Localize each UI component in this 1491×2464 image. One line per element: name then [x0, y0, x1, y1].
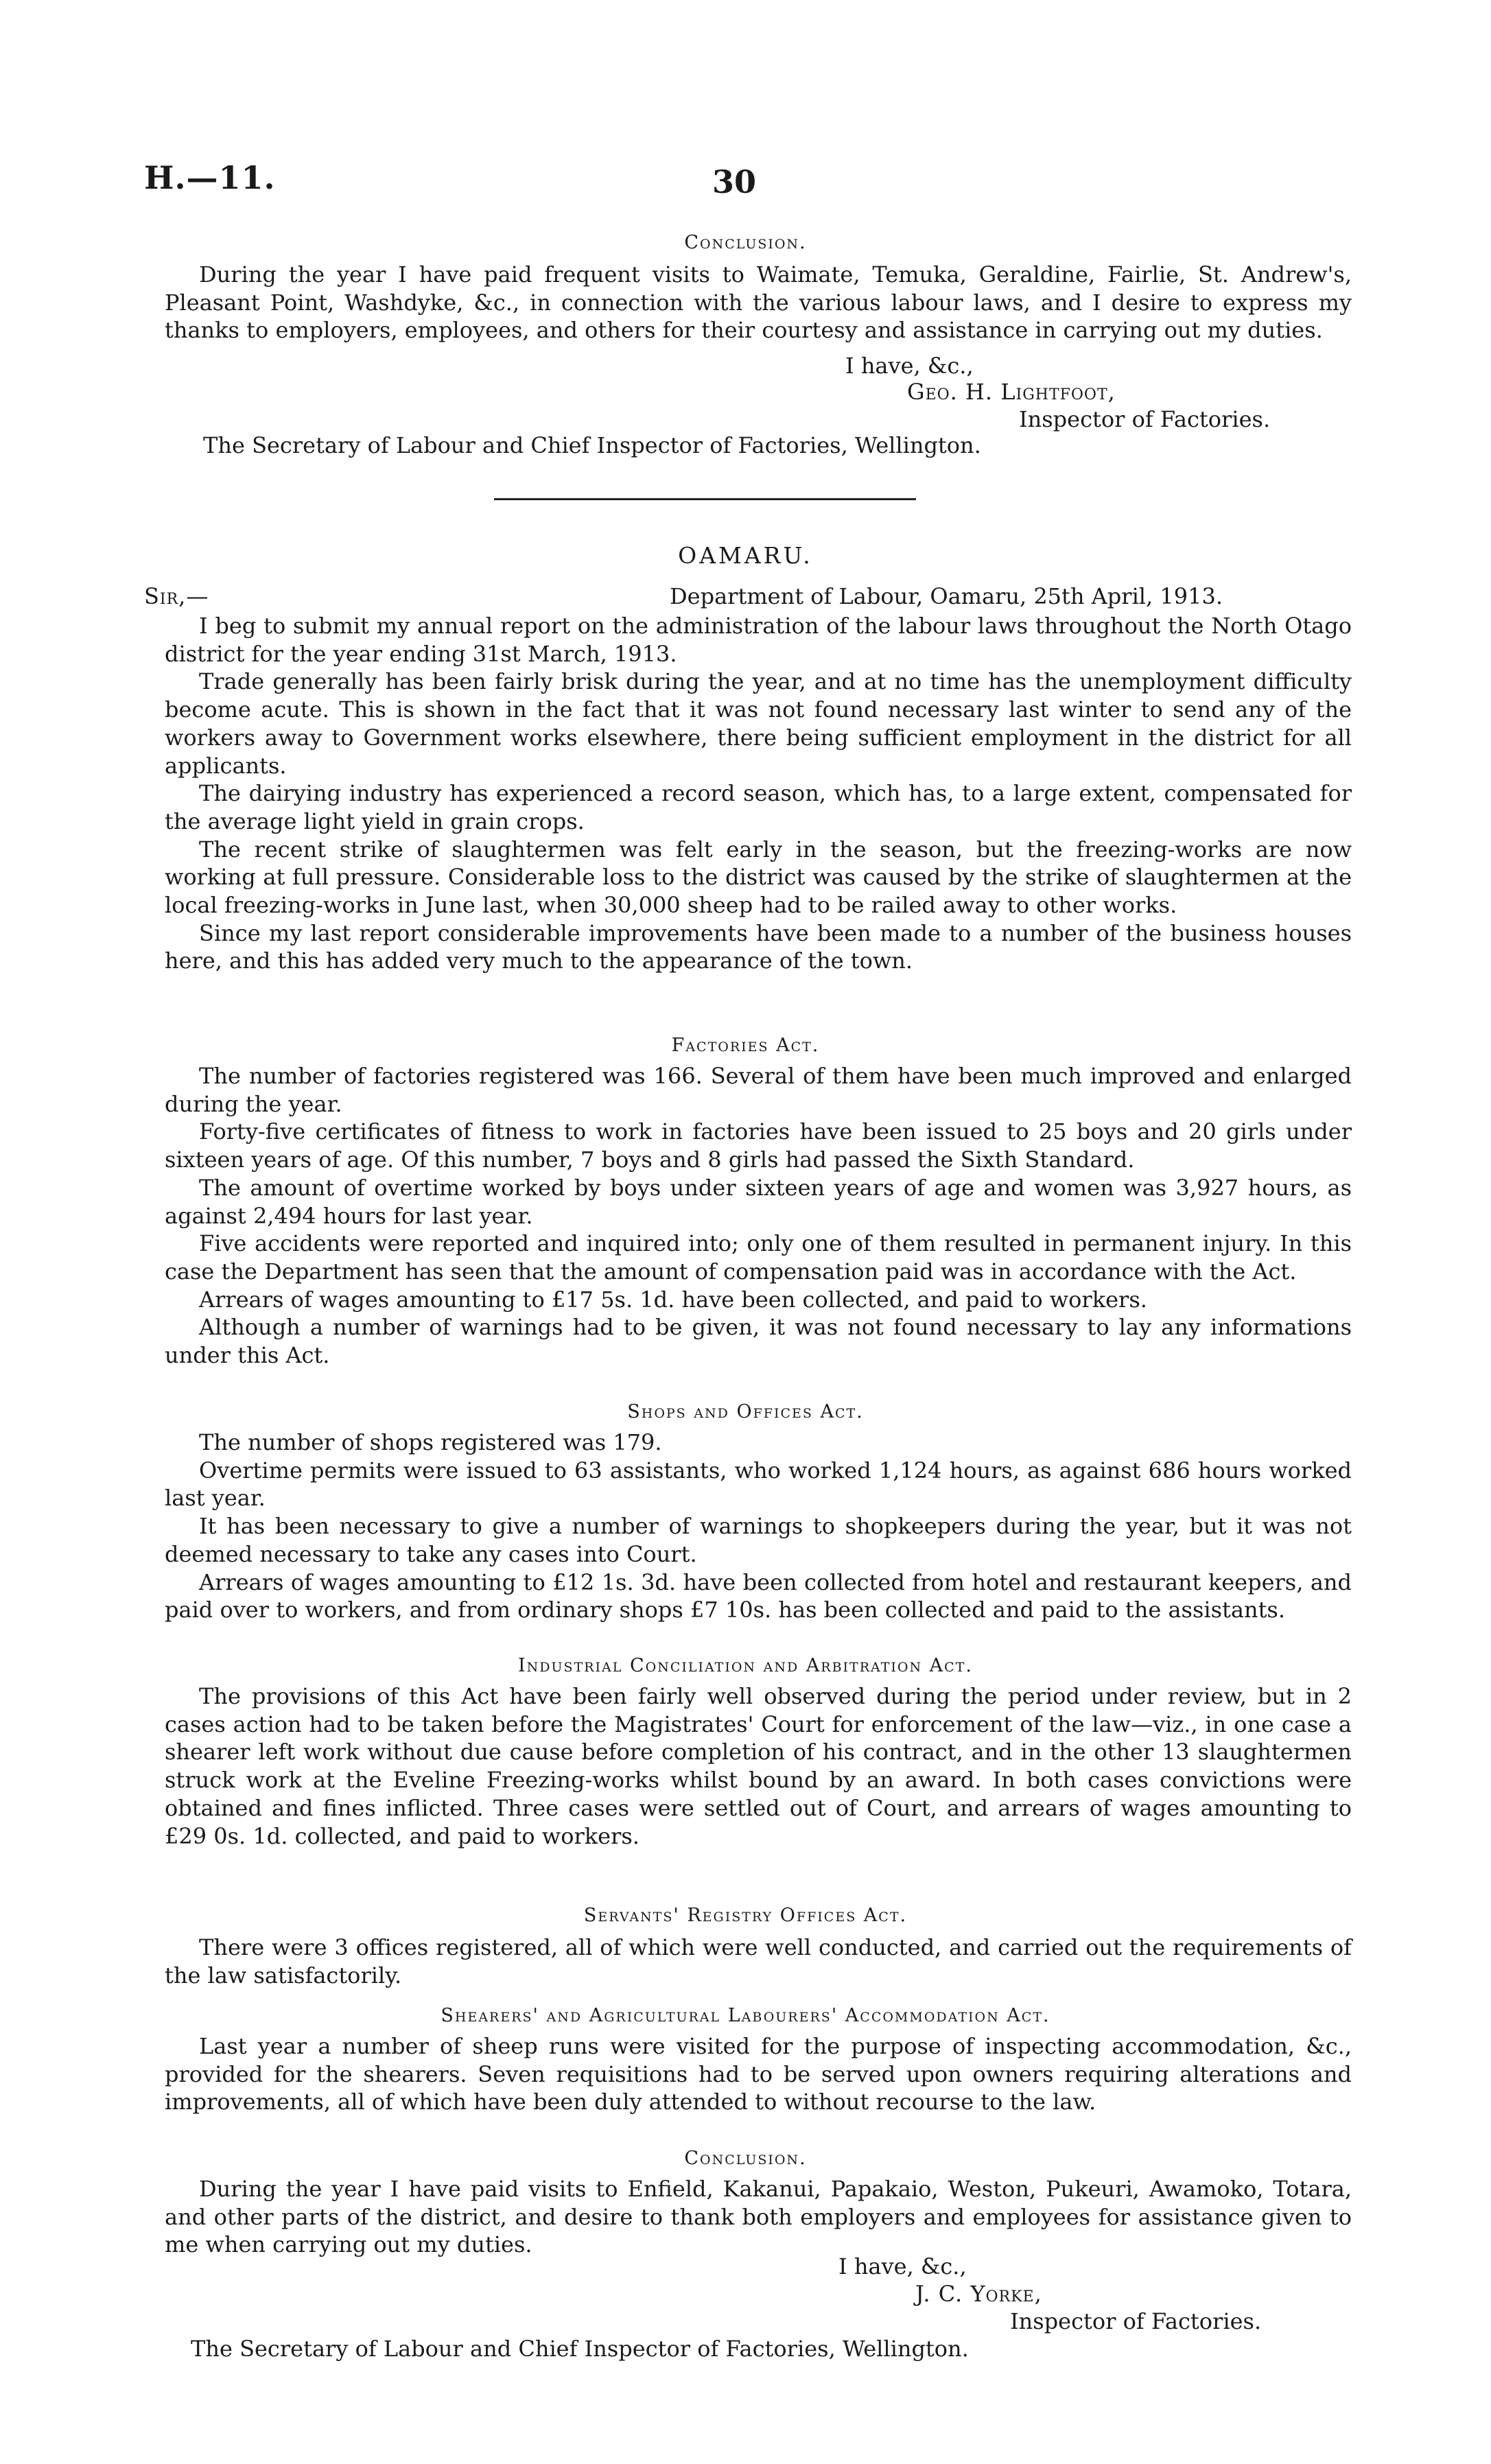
section-heading-conclusion: Conclusion. [684, 232, 807, 253]
signatory-role-2: Inspector of Factories. [1010, 2308, 1262, 2334]
dateline: Department of Labour, Oamaru, 25th April, 1913. [670, 583, 1223, 609]
paragraph: The number of shops registered was 179. [199, 1429, 662, 1455]
paragraph: Since my last report considerable improvements have been made to a number of the business houses here, and this has added very much to the appearance of the town. [165, 919, 1352, 974]
addressee: The Secretary of Labour and Chief Inspector of Factories, Wellington. [203, 432, 981, 458]
paragraph: The number of factories registered was 166. Several of them have been much improved and enlarged during the year. [165, 1063, 1352, 1117]
signatory-name-2: J. C. Yorke, [915, 2281, 1042, 2307]
conclusion-body [165, 261, 1352, 344]
section-heading-conclusion-2: Conclusion. [684, 2148, 807, 2169]
paragraph: Five accidents were reported and inquired into; only one of them resulted in permanent injury. In this case the Department has seen that the amount of compensation paid was in accordance with the Act. [165, 1230, 1352, 1284]
paragraph: During the year I have paid visits to Enfield, Kakanui, Papakaio, Weston, Pukeuri, Awamoko, Totara, and other parts of the district, and desire to thank both employers and employees for assistance given to me when carrying out my duties. [165, 2176, 1352, 2258]
paragraph: I beg to submit my annual report on the administration of the labour laws throughout the North Otago district for the year ending 31st March, 1913. [165, 613, 1352, 667]
paragraph: Arrears of wages amounting to £12 1s. 3d. have been collected from hotel and restaurant keepers, and paid over to workers, and from ordinary shops £7 10s. has been collected and paid to the assistants. [165, 1569, 1352, 1623]
salutation: Sir,— [144, 583, 209, 609]
page-number: 30 [712, 163, 757, 200]
district-title: OAMARU. [678, 542, 813, 569]
section-heading-shops-act: Shops and Offices Act. [627, 1401, 864, 1422]
oamaru-body [165, 612, 1352, 975]
paragraph: The recent strike of slaughtermen was felt early in the season, but the freezing-works are now working at full pressure. Considerable loss to the district was caused by the strike of slaughtermen at the local freezing-works in June last, when 30,000 sheep had to be railed away to other works. [165, 836, 1352, 919]
industrial-body [165, 1682, 1352, 1850]
addressee-2: The Secretary of Labour and Chief Inspector of Factories, Wellington. [191, 2336, 969, 2362]
sign-off: I have, &c., [845, 353, 974, 379]
section-divider [494, 498, 916, 500]
paragraph: It has been necessary to give a number of warnings to shopkeepers during the year, but it was not deemed necessary to take any cases into Court. [165, 1513, 1352, 1567]
shops-body [165, 1429, 1352, 1624]
paragraph: Arrears of wages amounting to £17 5s. 1d. have been collected, and paid to workers. [199, 1286, 1147, 1313]
conclusion2-body [165, 2175, 1352, 2259]
paragraph: Overtime permits were issued to 63 assistants, who worked 1,124 hours, as against 686 hours worked last year. [165, 1457, 1352, 1512]
paragraph: Forty-five certificates of fitness to work in factories have been issued to 25 boys and 20 girls under sixteen years of age. Of this number, 7 boys and 8 girls had passed the Sixth Standard. [165, 1118, 1352, 1173]
shearers-body [165, 2032, 1352, 2116]
paragraph: Although a number of warnings had to be given, it was not found necessary to lay any informations under this Act. [165, 1314, 1352, 1369]
section-heading-shearers-act: Shearers' and Agricultural Labourers' Accommodation Act. [441, 2005, 1050, 2026]
section-heading-factories-act: Factories Act. [671, 1035, 820, 1056]
signatory-role: Inspector of Factories. [1019, 406, 1271, 432]
paragraph: The amount of overtime worked by boys under sixteen years of age and women was 3,927 hours, as against 2,494 hours for last year. [165, 1174, 1352, 1229]
signatory-name: Geo. H. Lightfoot, [907, 379, 1116, 405]
paragraph: Last year a number of sheep runs were visited for the purpose of inspecting accommodation, &c., provided for the shearers. Seven requisitions had to be served upon owners requiring alterations and improvements, all of which have been duly attended to without recourse to the law. [165, 2033, 1352, 2115]
paragraph: The dairying industry has experienced a record season, which has, to a large extent, compensated for the average light yield in grain crops. [165, 780, 1352, 834]
section-heading-servants-act: Servants' Registry Offices Act. [583, 1905, 908, 1926]
factories-body [165, 1062, 1352, 1370]
paragraph: The provisions of this Act have been fairly well observed during the period under review, but in 2 cases action had to be taken before the Magistrates' Court for enforcement of the law—viz., in one case a shearer left work without due cause before completion of his contract, and in the other 13 slaughtermen struck work at the Eveline Freezing-works whilst bound by an award. In both cases convictions were obtained and fines inflicted. Three cases were settled out of Court, and arrears of wages amounting to £29 0s. 1d. collected, and paid to workers. [165, 1683, 1352, 1849]
paragraph: During the year I have paid frequent visits to Waimate, Temuka, Geraldine, Fairlie, St. Andrew's, Pleasant Point, Washdyke, &c., in connection with the various labour laws, and I desire to express my thanks to employers, employees, and others for their courtesy and assistance in carrying out my duties. [165, 261, 1352, 344]
sign-off-2: I have, &c., [838, 2253, 967, 2279]
paragraph: There were 3 offices registered, all of which were well conducted, and carried out the requirements of the law satisfactorily. [165, 1934, 1352, 1988]
report-code: H.—11. [144, 159, 276, 196]
paragraph: Trade generally has been fairly brisk during the year, and at no time has the unemployment difficulty become acute. This is shown in the fact that it was not found necessary last winter to send any of the workers away to Government works elsewhere, there being sufficient employment in the district for all applicants. [165, 668, 1352, 779]
section-heading-industrial-act: Industrial Conciliation and Arbitration Act. [518, 1655, 973, 1676]
servants-body [165, 1934, 1352, 1989]
